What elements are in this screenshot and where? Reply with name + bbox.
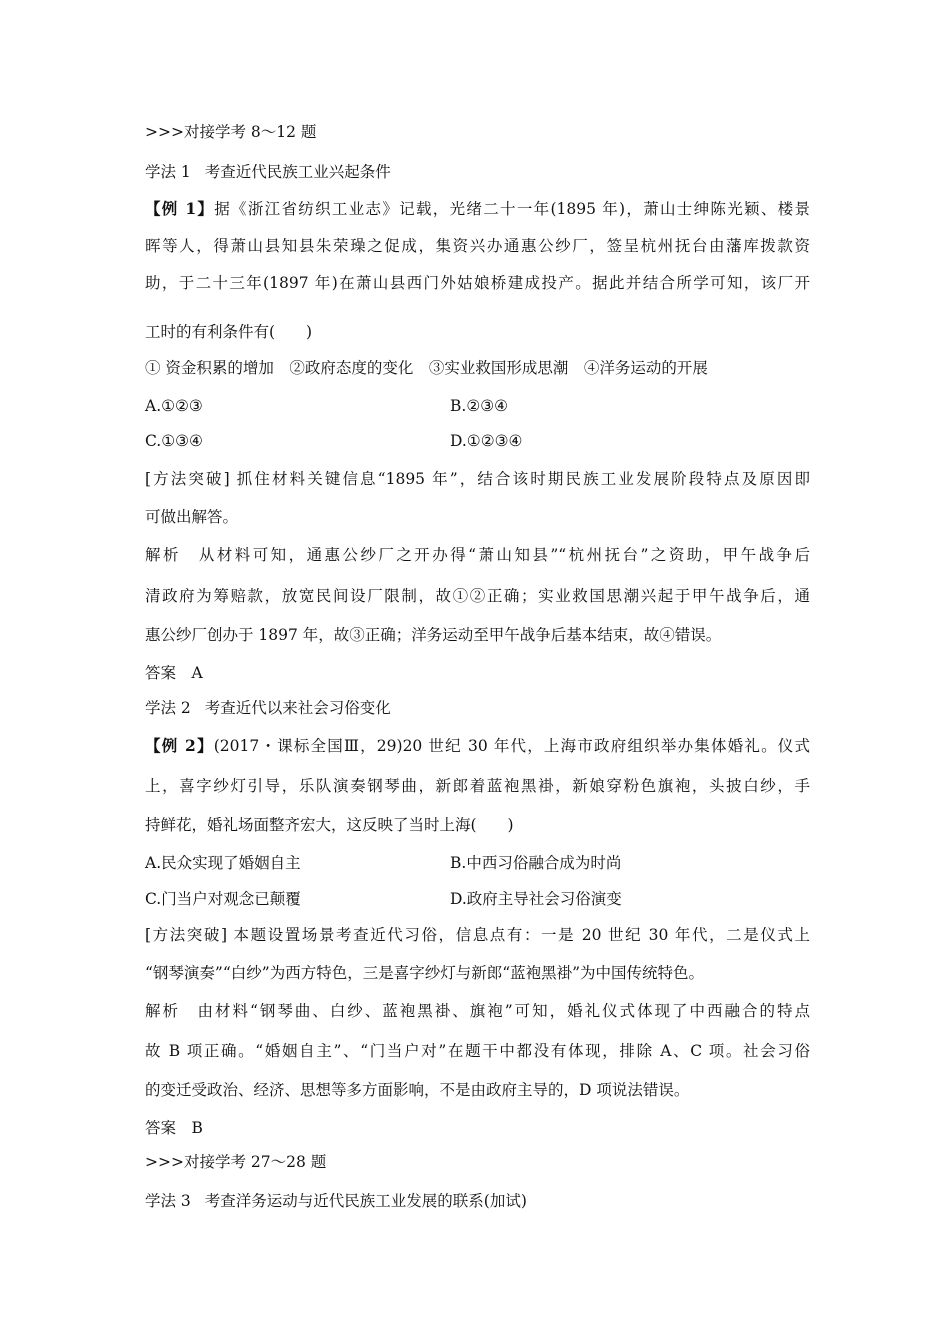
- method-breakthrough-2-line-2: “钢琴演奏”“白纱”为西方特色，三是喜字纱灯与新郎“蓝袍黑褂”为中国传统特色。: [145, 964, 705, 982]
- example1-line-2: 晖等人，得萧山县知县朱荣璪之促成，集资兴办通惠公纱厂，签呈杭州抚台由藩库拨款资: [145, 237, 810, 255]
- option-b: B.中西习俗融合成为时尚: [450, 854, 622, 872]
- analysis-2-line-2: 故 B 项正确。“婚姻自主”、“门当户对”在题干中都没有体现，排除 A、C 项。社会习俗: [145, 1042, 810, 1060]
- example2-line-3: 持鲜花，婚礼场面整齐宏大，这反映了当时上海( ): [145, 816, 514, 834]
- option-a: A.民众实现了婚姻自主: [145, 854, 301, 872]
- analysis-1-line-3: 惠公纱厂创办于 1897 年，故③正确；洋务运动至甲午战争后基本结束，故④错误。: [145, 626, 722, 644]
- method-label: 学法 2: [145, 699, 191, 717]
- option-d: D.政府主导社会习俗演变: [450, 890, 622, 908]
- option-c: C.①③④: [145, 432, 203, 450]
- method-breakthrough-2-line-1: [方法突破] 本题设置场景考查近代习俗，信息点有：一是 20 世纪 30 年代，二是仪式上: [145, 926, 810, 944]
- method-label: 学法 1: [145, 163, 191, 181]
- analysis-1-line-1: 解析 从材料可知，通惠公纱厂之开办得“萧山知县”“杭州抚台”之资助，甲午战争后: [145, 546, 810, 564]
- method-title: 考查近代民族工业兴起条件: [204, 163, 391, 181]
- method-breakthrough-1-line-2: 可做出解答。: [145, 508, 239, 526]
- method-breakthrough-1-line-1: [方法突破] 抓住材料关键信息“1895 年”，结合该时期民族工业发展阶段特点及原因即: [145, 470, 810, 488]
- analysis-2-line-1: 解析 由材料“钢琴曲、白纱、蓝袍黑褂、旗袍”可知，婚礼仪式体现了中西融合的特点: [145, 1002, 810, 1020]
- example1-items: ① 资金积累的增加 ②政府态度的变化 ③实业救国形成思潮 ④洋务运动的开展: [145, 359, 708, 377]
- option-d: D.①②③④: [450, 432, 523, 450]
- example-text: (2017・课标全国Ⅲ，29)20 世纪 30 年代，上海市政府组织举办集体婚礼。仪式: [213, 737, 810, 755]
- example2-line-1: [145, 736, 810, 756]
- answer-2: 答案 B: [145, 1119, 203, 1137]
- example1-line-3: 助，于二十三年(1897 年)在萧山县西门外姑娘桥建成投产。据此并结合所学可知，该厂开: [145, 274, 810, 292]
- example-tag: 【例 1】: [145, 199, 215, 218]
- example1-line-4: 工时的有利条件有( ): [145, 323, 313, 341]
- example-text: 据《浙江省纺织工业志》记载，光绪二十一年(1895 年)，萧山士绅陈光颖、楼景: [214, 200, 810, 218]
- option-a: A.①②③: [145, 397, 203, 415]
- method-label: 学法 3: [145, 1192, 191, 1210]
- method-title: 考查洋务运动与近代民族工业发展的联系(加试): [204, 1192, 527, 1210]
- option-b: B.②③④: [450, 397, 509, 415]
- method-heading-1: [145, 162, 810, 182]
- example1-line-1: [145, 199, 810, 219]
- answer-1: 答案 A: [145, 664, 203, 682]
- analysis-2-line-3: 的变迁受政治、经济、思想等多方面影响，不是由政府主导的，D 项说法错误。: [145, 1081, 690, 1099]
- method-heading-3: [145, 1191, 810, 1211]
- analysis-1-line-2: 清政府为筹赔款，放宽民间设厂限制，故①②正确；实业救国思潮兴起于甲午战争后，通: [145, 587, 810, 605]
- method-heading-2: [145, 698, 810, 718]
- option-c: C.门当户对观念已颠覆: [145, 890, 301, 908]
- section-header-2: >>>对接学考 27～28 题: [145, 1153, 327, 1171]
- example-tag: 【例 2】: [145, 736, 214, 755]
- example2-line-2: 上，喜字纱灯引导，乐队演奏钢琴曲，新郎着蓝袍黑褂，新娘穿粉色旗袍，头披白纱，手: [145, 777, 810, 795]
- section-header-1: >>>对接学考 8～12 题: [145, 123, 317, 141]
- method-title: 考查近代以来社会习俗变化: [204, 699, 391, 717]
